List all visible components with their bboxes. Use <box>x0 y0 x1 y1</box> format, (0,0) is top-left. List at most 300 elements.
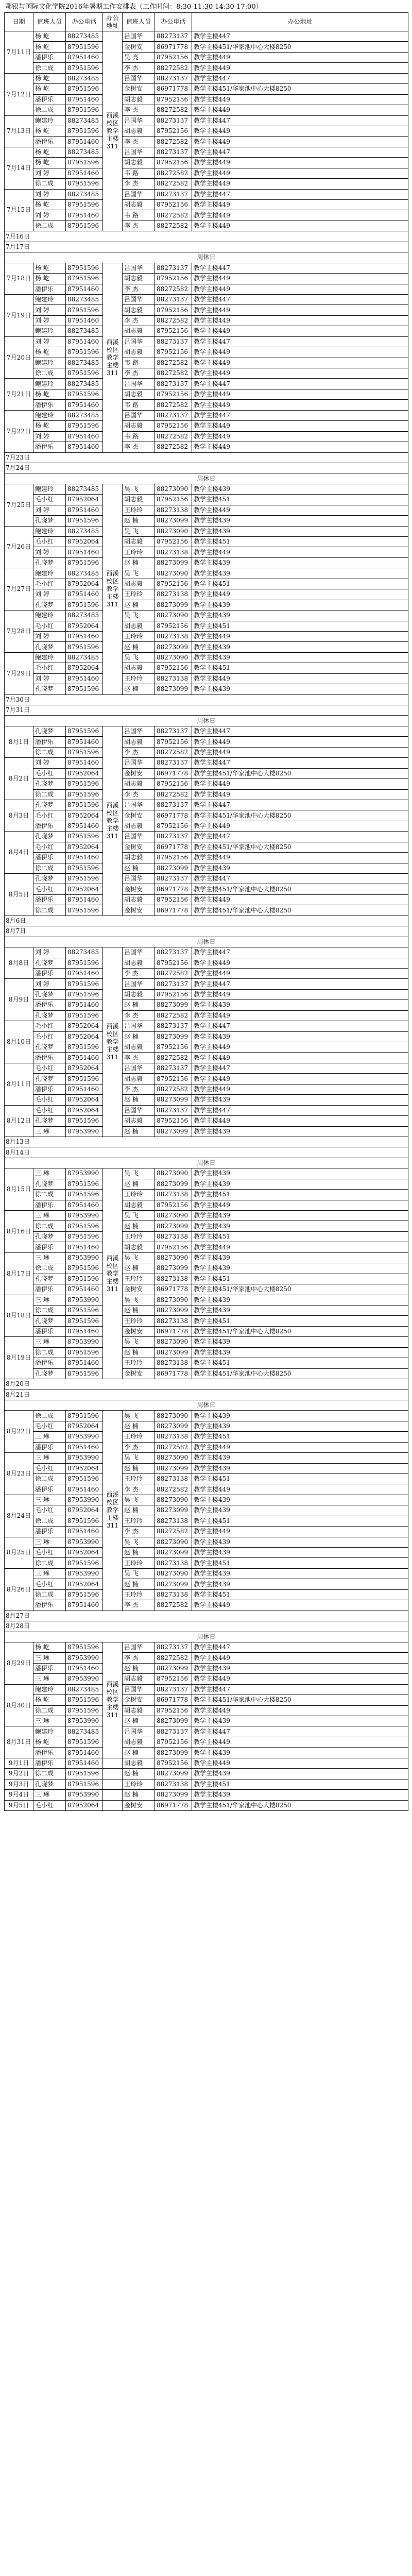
duty-phone-1: 87951596 <box>66 1516 103 1526</box>
duty-phone-1: 87951596 <box>66 1695 103 1705</box>
duty-name-2: 吴 飞 <box>123 611 155 621</box>
office-location: 西溪校区教学主楼311 <box>103 31 123 231</box>
duty-phone-2: 88273138 <box>155 1473 192 1484</box>
table-row <box>5 1095 408 1105</box>
duty-name-2: 赵 楠 <box>123 1663 155 1673</box>
duty-phone-2: 88273099 <box>155 1505 192 1516</box>
duty-address-2: 教学主楼451/华家池中心大楼8250 <box>192 905 408 916</box>
table-row <box>5 853 408 863</box>
table-row <box>5 431 408 442</box>
duty-address-2: 教学主楼449 <box>192 431 408 442</box>
duty-phone-2: 87952156 <box>155 579 192 589</box>
table-row <box>5 800 408 810</box>
duty-phone-2: 87952156 <box>155 537 192 547</box>
duty-name-1: 三 琳 <box>33 1432 66 1442</box>
duty-phone-2: 88273137 <box>155 115 192 126</box>
duty-name-1: 杨 屹 <box>33 389 66 399</box>
duty-phone-2: 88272582 <box>155 1600 192 1611</box>
table-row <box>5 621 408 631</box>
duty-address-2: 教学主楼451/华家池中心大楼8250 <box>192 42 408 52</box>
rest-label-row <box>5 716 408 726</box>
duty-phone-1: 87951596 <box>66 516 103 526</box>
duty-name-1: 徐二成 <box>33 905 66 916</box>
duty-address-2: 教学主楼451 <box>192 579 408 589</box>
duty-phone-1: 87951460 <box>66 442 103 452</box>
duty-phone-1: 87951460 <box>66 547 103 557</box>
duty-phone-2: 86971778 <box>155 884 192 894</box>
duty-phone-1: 87952064 <box>66 621 103 631</box>
duty-name-1: 孔晓梦 <box>33 726 66 736</box>
table-row <box>5 1411 408 1421</box>
duty-phone-2: 88272582 <box>155 1442 192 1452</box>
table-row <box>5 115 408 126</box>
duty-name-2: 吴 飞 <box>123 1337 155 1347</box>
duty-name-1: 孔晓梦 <box>33 1779 66 1789</box>
duty-phone-1: 87953990 <box>66 1432 103 1442</box>
duty-name-1: 毛小红 <box>33 579 66 589</box>
duty-name-2: 胡志毅 <box>123 1116 155 1126</box>
duty-name-1: 潘伊乐 <box>33 1484 66 1495</box>
table-row <box>5 73 408 83</box>
date-cell: 8月8日 <box>5 947 33 979</box>
rest-date-cell: 8月14日 <box>5 1147 408 1158</box>
rest-date-row <box>5 1147 408 1158</box>
duty-name-2: 胡志毅 <box>123 821 155 831</box>
duty-phone-1: 87951460 <box>66 1758 103 1768</box>
duty-name-1: 杨 屹 <box>33 73 66 83</box>
duty-name-1: 潘伊乐 <box>33 52 66 62</box>
table-row <box>5 421 408 431</box>
duty-name-1: 毛小红 <box>33 1095 66 1105</box>
duty-name-1: 三 琳 <box>33 1790 66 1800</box>
duty-name-1: 鲍建玲 <box>33 115 66 126</box>
duty-address-2: 教学主楼449 <box>192 421 408 431</box>
date-cell: 8月29日 <box>5 1642 33 1684</box>
duty-name-2: 胡志毅 <box>123 200 155 210</box>
duty-phone-2: 88272582 <box>155 1053 192 1063</box>
duty-phone-1: 87951596 <box>66 800 103 810</box>
duty-phone-2: 88272582 <box>155 442 192 452</box>
duty-name-1: 刘 婷 <box>33 758 66 768</box>
duty-phone-1: 87951596 <box>66 1737 103 1747</box>
duty-name-2: 韦 路 <box>123 400 155 410</box>
table-row <box>5 274 408 284</box>
duty-address-2: 教学主楼449 <box>192 789 408 800</box>
duty-phone-1: 87951596 <box>66 158 103 168</box>
duty-phone-2: 88273138 <box>155 631 192 641</box>
duty-name-2: 赵 楠 <box>123 1716 155 1726</box>
duty-name-1: 杨 屹 <box>33 31 66 42</box>
duty-phone-2: 88273138 <box>155 1274 192 1284</box>
duty-name-1: 三 琳 <box>33 1252 66 1263</box>
date-cell: 8月31日 <box>5 1726 33 1758</box>
header-phone-2: 办公电话 <box>155 13 192 31</box>
table-row <box>5 989 408 999</box>
duty-name-1: 杨 屹 <box>33 1695 66 1705</box>
duty-name-1: 徐二成 <box>33 1705 66 1716</box>
duty-name-1: 潘伊乐 <box>33 1442 66 1452</box>
duty-phone-1: 87953990 <box>66 1126 103 1137</box>
duty-name-2: 胡志毅 <box>123 779 155 789</box>
table-row <box>5 779 408 789</box>
duty-name-1: 徐二成 <box>33 1769 66 1779</box>
table-row <box>5 137 408 147</box>
duty-name-1: 潘伊乐 <box>33 94 66 105</box>
duty-name-2: 王玲玲 <box>123 1516 155 1526</box>
duty-address-2: 教学主楼439 <box>192 863 408 873</box>
table-row <box>5 495 408 505</box>
duty-address-2: 教学主楼449 <box>192 779 408 789</box>
duty-address-2: 教学主楼447 <box>192 979 408 989</box>
duty-name-1: 鲍建玲 <box>33 652 66 663</box>
date-cell: 8月18日 <box>5 1295 33 1337</box>
duty-phone-1: 87951596 <box>66 179 103 189</box>
table-row <box>5 1242 408 1252</box>
duty-name-2: 吴 飞 <box>123 1411 155 1421</box>
duty-address-2: 教学主楼449 <box>192 747 408 757</box>
duty-address-2: 教学主楼439 <box>192 1211 408 1221</box>
duty-address-2: 教学主楼449 <box>192 358 408 368</box>
duty-name-1: 潘伊乐 <box>33 137 66 147</box>
table-row <box>5 1758 408 1768</box>
table-row <box>5 1126 408 1137</box>
duty-phone-2: 88273090 <box>155 1411 192 1421</box>
duty-name-2: 胡志毅 <box>123 1737 155 1747</box>
duty-name-2: 赵 楠 <box>123 1421 155 1431</box>
duty-phone-2: 88272582 <box>155 968 192 978</box>
duty-phone-1: 87951596 <box>66 1221 103 1231</box>
duty-name-2: 胡志毅 <box>123 421 155 431</box>
duty-address-2: 教学主楼449 <box>192 1758 408 1768</box>
header-office: 办公地址 <box>103 13 123 31</box>
duty-phone-2: 88273099 <box>155 600 192 610</box>
duty-name-2: 吕国华 <box>123 410 155 420</box>
duty-name-2: 赵 楠 <box>123 600 155 610</box>
duty-phone-1: 87953990 <box>66 1252 103 1263</box>
duty-phone-2: 88273137 <box>155 410 192 420</box>
table-row <box>5 1347 408 1358</box>
rest-label-row <box>5 937 408 947</box>
date-cell: 8月23日 <box>5 1453 33 1495</box>
duty-phone-1: 87951460 <box>66 894 103 905</box>
duty-name-1: 孔晓梦 <box>33 1074 66 1084</box>
table-row <box>5 1748 408 1758</box>
duty-name-2: 赵 楠 <box>123 1463 155 1473</box>
duty-name-2: 李 杰 <box>123 1527 155 1537</box>
table-row <box>5 379 408 389</box>
duty-phone-2: 88273090 <box>155 568 192 579</box>
duty-name-2: 吴 飞 <box>123 1568 155 1579</box>
table-row <box>5 894 408 905</box>
duty-name-2: 吴 飞 <box>123 1168 155 1179</box>
duty-name-1: 潘伊乐 <box>33 1000 66 1010</box>
table-row <box>5 947 408 958</box>
duty-name-1: 三 琳 <box>33 1495 66 1505</box>
duty-name-1: 潘伊乐 <box>33 442 66 452</box>
duty-phone-2: 88273137 <box>155 294 192 304</box>
duty-name-2: 赵 楠 <box>123 1031 155 1042</box>
duty-address-2: 教学主楼449 <box>192 1705 408 1716</box>
table-row <box>5 126 408 136</box>
table-row <box>5 1600 408 1611</box>
duty-name-2: 胡志毅 <box>123 495 155 505</box>
duty-phone-2: 87952156 <box>155 274 192 284</box>
rest-date-cell: 8月21日 <box>5 1389 408 1400</box>
duty-address-2: 教学主楼449 <box>192 1042 408 1053</box>
duty-name-1: 毛小红 <box>33 1505 66 1516</box>
duty-name-2: 王玲玲 <box>123 1358 155 1368</box>
duty-name-1: 徐二成 <box>33 1589 66 1600</box>
date-cell: 7月21日 <box>5 379 33 410</box>
duty-phone-1: 87951596 <box>66 305 103 315</box>
duty-address-2: 教学主楼451/华家池中心大楼8250 <box>192 1326 408 1336</box>
duty-phone-1: 87951596 <box>66 105 103 115</box>
duty-phone-2: 88273090 <box>155 1568 192 1579</box>
duty-phone-1: 87951596 <box>66 958 103 968</box>
duty-phone-1: 88273485 <box>66 1726 103 1737</box>
duty-name-2: 吕国华 <box>123 874 155 884</box>
duty-name-2: 李 杰 <box>123 137 155 147</box>
duty-name-2: 李 杰 <box>123 315 155 326</box>
duty-phone-2: 88273099 <box>155 1305 192 1315</box>
duty-name-2: 吴 飞 <box>123 484 155 494</box>
duty-address-2: 教学主楼439 <box>192 516 408 526</box>
duty-phone-1: 87953990 <box>66 1537 103 1547</box>
duty-address-2: 教学主楼439 <box>192 1337 408 1347</box>
table-row <box>5 1074 408 1084</box>
duty-name-1: 杨 屹 <box>33 200 66 210</box>
duty-phone-2: 88272582 <box>155 1084 192 1094</box>
duty-address-2: 教学主楼447 <box>192 1684 408 1694</box>
duty-phone-1: 87951596 <box>66 1347 103 1358</box>
duty-phone-2: 88272582 <box>155 368 192 379</box>
duty-phone-1: 87951596 <box>66 84 103 94</box>
table-row <box>5 368 408 379</box>
duty-name-1: 鲍建玲 <box>33 358 66 368</box>
duty-name-2: 吴 飞 <box>123 1453 155 1463</box>
duty-phone-2: 88272582 <box>155 789 192 800</box>
table-row <box>5 1063 408 1073</box>
date-cell: 7月29日 <box>5 652 33 694</box>
duty-phone-1: 87951460 <box>66 284 103 294</box>
duty-phone-2: 88273137 <box>155 758 192 768</box>
duty-name-1: 潘伊乐 <box>33 894 66 905</box>
duty-name-1: 杨 屹 <box>33 347 66 358</box>
duty-phone-1: 87952064 <box>66 1463 103 1473</box>
duty-phone-1: 87952064 <box>66 663 103 673</box>
duty-name-1: 徐二成 <box>33 179 66 189</box>
table-row <box>5 1284 408 1295</box>
duty-phone-1: 87951596 <box>66 832 103 842</box>
duty-address-2: 教学主楼449 <box>192 1200 408 1210</box>
duty-phone-2: 88273138 <box>155 505 192 515</box>
duty-name-2: 吕国华 <box>123 758 155 768</box>
duty-name-1: 孔晓梦 <box>33 832 66 842</box>
office-location: 西溪校区教学主楼311 <box>103 1168 123 1379</box>
duty-name-1: 潘伊乐 <box>33 1284 66 1295</box>
duty-address-2: 教学主楼447 <box>192 31 408 42</box>
duty-phone-1: 87952064 <box>66 842 103 852</box>
duty-phone-1: 87951460 <box>66 853 103 863</box>
duty-phone-1: 87951596 <box>66 389 103 399</box>
rest-date-row <box>5 452 408 463</box>
duty-phone-2: 87952156 <box>155 126 192 136</box>
duty-phone-1: 87951460 <box>66 52 103 62</box>
duty-phone-2: 88273099 <box>155 1548 192 1558</box>
duty-name-1: 潘伊乐 <box>33 1084 66 1094</box>
date-cell: 8月11日 <box>5 1063 33 1105</box>
duty-phone-1: 87951460 <box>66 1527 103 1537</box>
duty-name-1: 毛小红 <box>33 663 66 673</box>
duty-address-2: 教学主楼449 <box>192 221 408 231</box>
duty-address-2: 教学主楼439 <box>192 1505 408 1516</box>
duty-phone-2: 86971778 <box>155 842 192 852</box>
header-row <box>5 13 408 31</box>
duty-phone-1: 87951596 <box>66 1042 103 1053</box>
duty-phone-2: 86971778 <box>155 1800 192 1810</box>
duty-address-2: 教学主楼447 <box>192 1063 408 1073</box>
duty-phone-2: 88273090 <box>155 526 192 536</box>
duty-name-2: 胡志毅 <box>123 158 155 168</box>
duty-phone-1: 87951460 <box>66 1242 103 1252</box>
duty-phone-2: 87952156 <box>155 821 192 831</box>
table-row <box>5 1263 408 1274</box>
table-row <box>5 168 408 178</box>
rest-label: 周休日 <box>5 1158 408 1168</box>
duty-name-1: 毛小红 <box>33 842 66 852</box>
table-row <box>5 1505 408 1516</box>
duty-phone-2: 87952156 <box>155 1737 192 1747</box>
table-row <box>5 832 408 842</box>
table-row <box>5 1589 408 1600</box>
duty-phone-2: 88272582 <box>155 358 192 368</box>
duty-phone-1: 87951460 <box>66 1484 103 1495</box>
duty-phone-1: 87951596 <box>66 63 103 73</box>
duty-phone-2: 88273137 <box>155 800 192 810</box>
table-row <box>5 789 408 800</box>
duty-name-1: 鲍建玲 <box>33 326 66 336</box>
table-row <box>5 905 408 916</box>
duty-name-1: 徐二成 <box>33 1473 66 1484</box>
date-cell: 7月20日 <box>5 336 33 379</box>
duty-phone-1: 87951596 <box>66 42 103 52</box>
date-cell: 8月3日 <box>5 800 33 831</box>
table-row <box>5 484 408 494</box>
duty-name-2: 胡志毅 <box>123 389 155 399</box>
duty-phone-1: 87951460 <box>66 1084 103 1094</box>
date-cell: 7月15日 <box>5 189 33 231</box>
duty-phone-1: 87953990 <box>66 1211 103 1221</box>
office-location <box>103 1800 123 1810</box>
duty-name-2: 胡志毅 <box>123 1758 155 1768</box>
duty-name-2: 吕国华 <box>123 979 155 989</box>
table-row <box>5 263 408 273</box>
rest-date-row <box>5 705 408 716</box>
date-cell: 8月25日 <box>5 1537 33 1568</box>
duty-phone-2: 88273138 <box>155 1358 192 1368</box>
duty-name-1: 徐二成 <box>33 1263 66 1274</box>
duty-address-2: 教学主楼439 <box>192 1790 408 1800</box>
duty-phone-2: 87952156 <box>155 1042 192 1053</box>
duty-address-2: 教学主楼451 <box>192 1432 408 1442</box>
duty-name-1: 三 琳 <box>33 1653 66 1663</box>
duty-phone-2: 88273099 <box>155 1790 192 1800</box>
table-row <box>5 1516 408 1526</box>
duty-name-2: 胡志毅 <box>123 1705 155 1716</box>
duty-phone-1: 87951596 <box>66 1010 103 1021</box>
rest-label: 周休日 <box>5 1400 408 1410</box>
table-row <box>5 1295 408 1305</box>
duty-phone-2: 88273099 <box>155 1716 192 1726</box>
date-cell: 8月2日 <box>5 758 33 800</box>
duty-phone-1: 87951596 <box>66 1705 103 1716</box>
duty-name-2: 胡志毅 <box>123 347 155 358</box>
duty-address-2: 教学主楼449 <box>192 547 408 557</box>
table-row <box>5 726 408 736</box>
rest-date-row <box>5 926 408 937</box>
duty-address-2: 教学主楼439 <box>192 1347 408 1358</box>
duty-name-1: 刘 婷 <box>33 589 66 600</box>
duty-phone-1: 88273485 <box>66 379 103 389</box>
duty-name-1: 孔晓梦 <box>33 1042 66 1053</box>
date-cell: 8月9日 <box>5 979 33 1021</box>
duty-address-2: 教学主楼449 <box>192 1653 408 1663</box>
table-row <box>5 1326 408 1336</box>
duty-phone-2: 88272582 <box>155 221 192 231</box>
duty-name-1: 三 琳 <box>33 1674 66 1684</box>
duty-address-2: 教学主楼447 <box>192 410 408 420</box>
duty-address-2: 教学主楼449 <box>192 274 408 284</box>
rest-date-cell: 8月27日 <box>5 1611 408 1621</box>
header-date: 日期 <box>5 13 33 31</box>
duty-phone-2: 88273137 <box>155 336 192 347</box>
duty-name-2: 韦 路 <box>123 168 155 178</box>
duty-phone-2: 88272582 <box>155 431 192 442</box>
table-row <box>5 1105 408 1115</box>
date-cell: 7月19日 <box>5 294 33 336</box>
duty-name-1: 孔晓梦 <box>33 1179 66 1189</box>
date-cell: 7月18日 <box>5 263 33 294</box>
duty-name-2: 王玲玲 <box>123 505 155 515</box>
duty-name-2: 赵 楠 <box>123 1000 155 1010</box>
duty-phone-2: 87952156 <box>155 1242 192 1252</box>
duty-address-2: 教学主楼449 <box>192 126 408 136</box>
duty-phone-1: 87952064 <box>66 1031 103 1042</box>
duty-phone-2: 88273099 <box>155 1031 192 1042</box>
date-cell: 8月19日 <box>5 1337 33 1379</box>
date-cell: 8月15日 <box>5 1168 33 1211</box>
duty-address-2: 教学主楼447 <box>192 336 408 347</box>
duty-name-2: 胡志毅 <box>123 1200 155 1210</box>
table-row <box>5 1252 408 1263</box>
duty-name-1: 孔晓梦 <box>33 989 66 999</box>
duty-address-2: 教学主楼439 <box>192 1305 408 1315</box>
duty-name-2: 吴 亮 <box>123 52 155 62</box>
duty-address-2: 教学主楼439 <box>192 568 408 579</box>
duty-address-2: 教学主楼447 <box>192 832 408 842</box>
duty-name-2: 胡志毅 <box>123 126 155 136</box>
duty-phone-1: 87951460 <box>66 94 103 105</box>
rest-date-cell: 7月16日 <box>5 231 408 242</box>
duty-name-1: 鲍建玲 <box>33 1684 66 1694</box>
duty-name-1: 刘 婷 <box>33 631 66 641</box>
rest-label-row <box>5 473 408 484</box>
rest-date-row <box>5 694 408 705</box>
duty-phone-2: 88273138 <box>155 1516 192 1526</box>
duty-phone-1: 87951596 <box>66 1179 103 1189</box>
duty-address-2: 教学主楼449 <box>192 737 408 747</box>
duty-address-2: 教学主楼451 <box>192 1316 408 1326</box>
